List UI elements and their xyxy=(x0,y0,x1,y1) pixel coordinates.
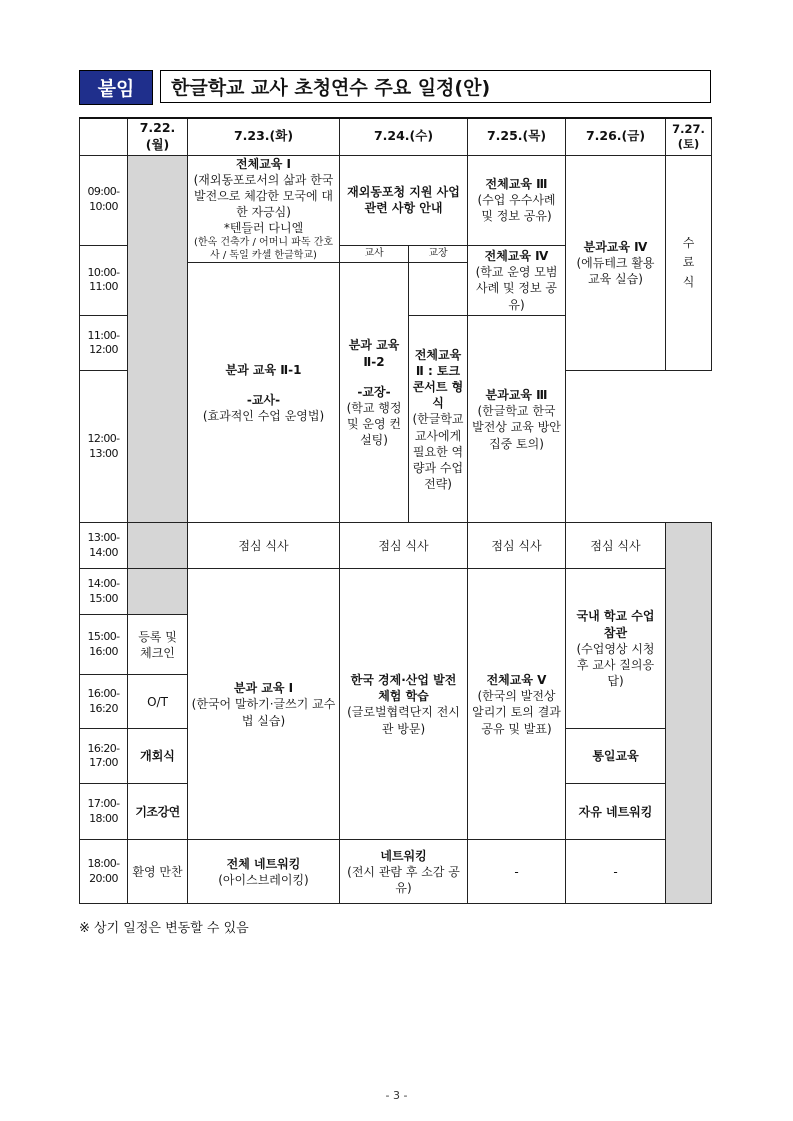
mon-registration: 등록 및 체크인 xyxy=(128,615,188,675)
time-cell: 11:00-12:00 xyxy=(80,316,128,371)
page-number: - 3 - xyxy=(385,1089,408,1102)
row-1300 xyxy=(80,523,712,569)
sat-empty-block xyxy=(666,523,712,904)
sat-closing xyxy=(666,155,712,371)
time-cell: 18:00-20:00 xyxy=(80,840,128,904)
wed-info-session: 재외동포청 지원 사업 관련 사항 안내 xyxy=(340,155,468,245)
fri-lunch: 점심 식사 xyxy=(566,523,666,569)
tue-s1-desc: (재외동포로서의 삶과 한국 발전으로 체감한 모국에 대한 자긍심) xyxy=(193,172,334,220)
thu-s4-title: 전체교육 Ⅳ xyxy=(484,249,549,264)
row-1400 xyxy=(80,569,712,615)
wed-lunch: 점심 식사 xyxy=(340,523,468,569)
wed-breakout-teacher xyxy=(188,263,340,523)
time-cell: 13:00-14:00 xyxy=(80,523,128,569)
thu-s4-desc: (학교 운영 모범사례 및 정보 공유) xyxy=(475,265,558,312)
title-row xyxy=(79,70,711,105)
wed-exp-title: 한국 경제·산업 발전 체험 학습 xyxy=(350,673,457,704)
wed-experience xyxy=(340,569,468,840)
time-cell: 16:20-17:00 xyxy=(80,729,128,784)
fri-visit-title: 국내 학교 수업 참관 xyxy=(576,609,655,640)
mon-keynote: 기조강연 xyxy=(128,784,188,840)
thu-b3-desc: (한글학교 한국 발전상 교육 방안 집중 토의) xyxy=(472,404,561,451)
wed-principal-label: 교장 xyxy=(409,245,468,263)
corner-cell xyxy=(80,118,128,155)
time-cell: 14:00-15:00 xyxy=(80,569,128,615)
mon-empty-1400 xyxy=(128,569,188,615)
col-header-thu: 7.25.(목) xyxy=(468,118,566,155)
thu-session-5 xyxy=(468,569,566,840)
time-cell: 15:00-16:00 xyxy=(80,615,128,675)
fri-b4-desc: (에듀테크 활용 교육 실습) xyxy=(576,255,655,287)
thu-session-4 xyxy=(468,245,566,316)
wed-exp-desc: (글로벌협력단지 전시관 방문) xyxy=(347,705,460,736)
fri-evening: - xyxy=(566,840,666,904)
document-title: 한글학교 교사 초청연수 주요 일정(안) xyxy=(160,70,711,103)
time-cell: 17:00-18:00 xyxy=(80,784,128,840)
wed-teacher-label: 교사 xyxy=(340,245,409,263)
attachment-badge: 붙임 xyxy=(79,70,153,105)
thu-session-3 xyxy=(468,155,566,245)
thu-s5-desc: (한국의 발전상 알리기 토의 결과 공유 및 발표) xyxy=(472,689,561,736)
wed-t-desc: (효과적인 수업 운영법) xyxy=(202,409,325,424)
thu-s5-title: 전체교육 Ⅴ xyxy=(486,673,547,688)
tue-s3-desc: (한국어 말하기·글쓰기 교수법 실습) xyxy=(191,697,336,728)
wed-p-title: 분과 교육 Ⅱ-2 xyxy=(348,338,400,369)
time-cell: 16:00-16:20 xyxy=(80,675,128,729)
mon-ot: O/T xyxy=(128,675,188,729)
fri-free-networking: 자유 네트워킹 xyxy=(566,784,666,840)
wed-networking xyxy=(340,840,468,904)
tue-s2-desc: (한글학교 교사에게 필요한 역량과 수업 전략) xyxy=(412,412,464,492)
tue-s1-speaker-note: (한옥 건축가 / 어머니 파독 간호사 / 독일 카셀 한글학교) xyxy=(193,237,334,262)
col-header-wed: 7.24.(수) xyxy=(340,118,468,155)
time-cell: 12:00-13:00 xyxy=(80,371,128,523)
mon-empty-block xyxy=(128,155,188,523)
wed-t-title: 분과 교육 Ⅱ-1 xyxy=(225,362,302,377)
thu-s3-title: 전체교육 Ⅲ xyxy=(485,176,548,191)
tue-breakout-1 xyxy=(188,569,340,840)
schedule-table xyxy=(79,117,712,904)
thu-b3-title: 분과교육 Ⅲ xyxy=(485,388,548,403)
tue-s1-speaker: *텐들러 다니엘 xyxy=(223,221,304,236)
fri-class-visit xyxy=(566,569,666,729)
thu-lunch: 점심 식사 xyxy=(468,523,566,569)
wed-net-desc: (전시 관람 후 소감 공유) xyxy=(347,864,460,896)
tue-s3-title: 분과 교육 Ⅰ xyxy=(233,681,294,696)
footnote: ※ 상기 일정은 변동할 수 있음 xyxy=(79,921,249,936)
mon-lunch-empty xyxy=(128,523,188,569)
col-header-fri: 7.26.(금) xyxy=(566,118,666,155)
time-cell: 09:00-10:00 xyxy=(80,155,128,245)
row-0900 xyxy=(80,155,712,245)
tue-session-2 xyxy=(409,316,468,523)
wed-t-role: -교사- xyxy=(246,392,281,407)
wed-net-title: 네트워킹 xyxy=(380,848,427,863)
tue-lunch: 점심 식사 xyxy=(188,523,340,569)
row-1800 xyxy=(80,840,712,904)
mon-opening: 개회식 xyxy=(128,729,188,784)
wed-p-desc: (학교 행정 및 운영 컨설팅) xyxy=(346,400,402,448)
col-header-sat: 7.27.(토) xyxy=(666,118,712,155)
fri-unification: 통일교육 xyxy=(566,729,666,784)
tue-net-desc: (아이스브레이킹) xyxy=(218,872,309,887)
tue-s1-title: 전체교육 Ⅰ xyxy=(235,156,291,171)
tue-net-title: 전체 네트워킹 xyxy=(226,856,301,871)
thu-breakout-3 xyxy=(468,316,566,523)
thu-evening: - xyxy=(468,840,566,904)
header-row xyxy=(80,118,712,155)
wed-breakout-principal xyxy=(340,263,409,523)
tue-networking xyxy=(188,840,340,904)
tue-s2-title: 전체교육 Ⅱ : 토크콘서트 형식 xyxy=(412,347,464,411)
time-cell: 10:00-11:00 xyxy=(80,245,128,316)
mon-dinner: 환영 만찬 xyxy=(128,840,188,904)
col-header-mon: 7.22.(월) xyxy=(128,118,188,155)
tue-session-1 xyxy=(188,155,340,263)
fri-visit-desc: (수업영상 시청 후 교사 질의응답) xyxy=(576,641,655,689)
sat-closing-text: 수료식 xyxy=(682,236,695,289)
fri-breakout-4 xyxy=(566,155,666,371)
col-header-tue: 7.23.(화) xyxy=(188,118,340,155)
fri-b4-title: 분과교육 Ⅳ xyxy=(583,239,648,254)
thu-s3-desc: (수업 우수사례 및 정보 공유) xyxy=(477,192,556,224)
wed-p-role: -교장- xyxy=(357,384,391,399)
